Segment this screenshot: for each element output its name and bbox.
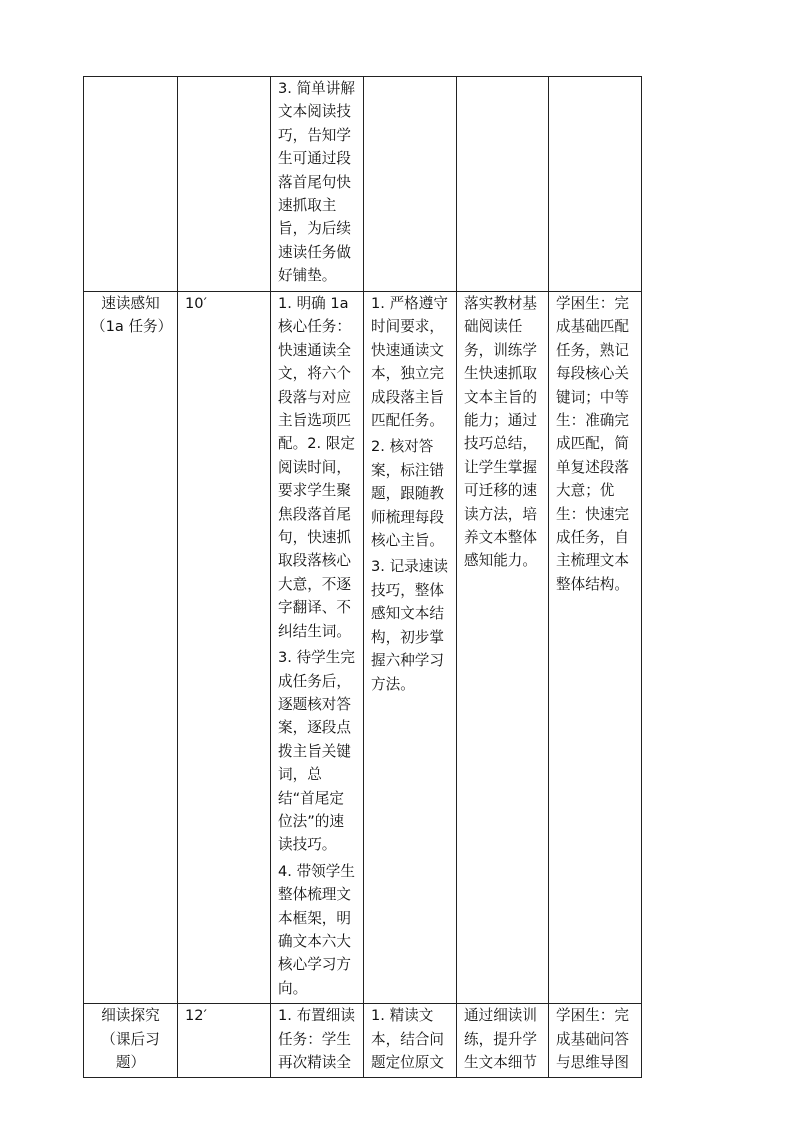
student-activity-cell xyxy=(364,77,457,292)
teacher-activity-cell xyxy=(271,1004,364,1078)
time-cell: 12′ xyxy=(178,1004,271,1078)
stage-name: 细读探究 xyxy=(101,1007,160,1025)
teacher-activity-cell xyxy=(271,292,364,1004)
design-intent-cell xyxy=(457,77,549,292)
student-activity-step: 3. 记录速读技巧，整体感知文本结构，初步掌握六种学习方法。 xyxy=(371,558,448,693)
teacher-activity-step: 1. 明确 1a 核心任务：快速通读全文，将六个段落与对应主旨选项匹配。2. 限定阅读时间，要求学生聚焦段落首尾句，快速抓取段落核心大意，不逐字翻译、不纠结生词。 xyxy=(278,295,355,640)
teacher-activity-step: 3. 简单讲解文本阅读技巧，告知学生可通过段落首尾句快速抓取主旨，为后续速读任务做好铺垫。 xyxy=(278,80,355,285)
differentiation-cell: 学困生：完成基础问答与思维导图 xyxy=(549,1004,642,1078)
stage-cell xyxy=(84,1004,178,1078)
teacher-activity-step: 1. 布置细读任务：学生再次精读全 xyxy=(278,1007,355,1071)
differentiation-cell: 学困生：完成基础匹配任务，熟记每段核心关键词；中等生：准确完成匹配，简单复述段落大意；优生：快速完成任务，自主梳理文本整体结构。 xyxy=(549,292,642,1004)
stage-cell xyxy=(84,292,178,1004)
teacher-activity-cell xyxy=(271,77,364,292)
table-row xyxy=(84,292,642,1004)
lesson-plan-table xyxy=(83,76,642,1078)
time-cell: 10′ xyxy=(178,292,271,1004)
student-activity-step: 1. 严格遵守时间要求，快速通读文本，独立完成段落主旨匹配任务。 xyxy=(371,295,448,430)
student-activity-step: 1. 精读文本，结合问题定位原文 xyxy=(371,1007,444,1071)
stage-subtitle: （课后习题） xyxy=(101,1030,160,1071)
student-activity-cell xyxy=(364,1004,457,1078)
differentiation-cell xyxy=(549,77,642,292)
stage-cell xyxy=(84,77,178,292)
student-activity-step: 2. 核对答案，标注错题，跟随教师梳理每段核心主旨。 xyxy=(371,438,444,550)
teacher-activity-step: 3. 待学生完成任务后，逐题核对答案，逐段点拨主旨关键词，总结“首尾定位法”的速读技巧。 xyxy=(278,649,355,854)
student-activity-cell xyxy=(364,292,457,1004)
stage-subtitle: （1a 任务） xyxy=(91,318,173,336)
table-row xyxy=(84,1004,642,1078)
time-cell xyxy=(178,77,271,292)
table-row xyxy=(84,77,642,292)
stage-name: 速读感知 xyxy=(101,295,160,312)
teacher-activity-step: 4. 带领学生整体梳理文本框架，明确文本六大核心学习方向。 xyxy=(278,862,355,997)
design-intent-cell: 落实教材基础阅读任务，训练学生快速抓取文本主旨的能力；通过技巧总结，让学生掌握可迁移的速读方法，培养文本整体感知能力。 xyxy=(457,292,549,1004)
design-intent-cell: 通过细读训练，提升学生文本细节 xyxy=(457,1004,549,1078)
